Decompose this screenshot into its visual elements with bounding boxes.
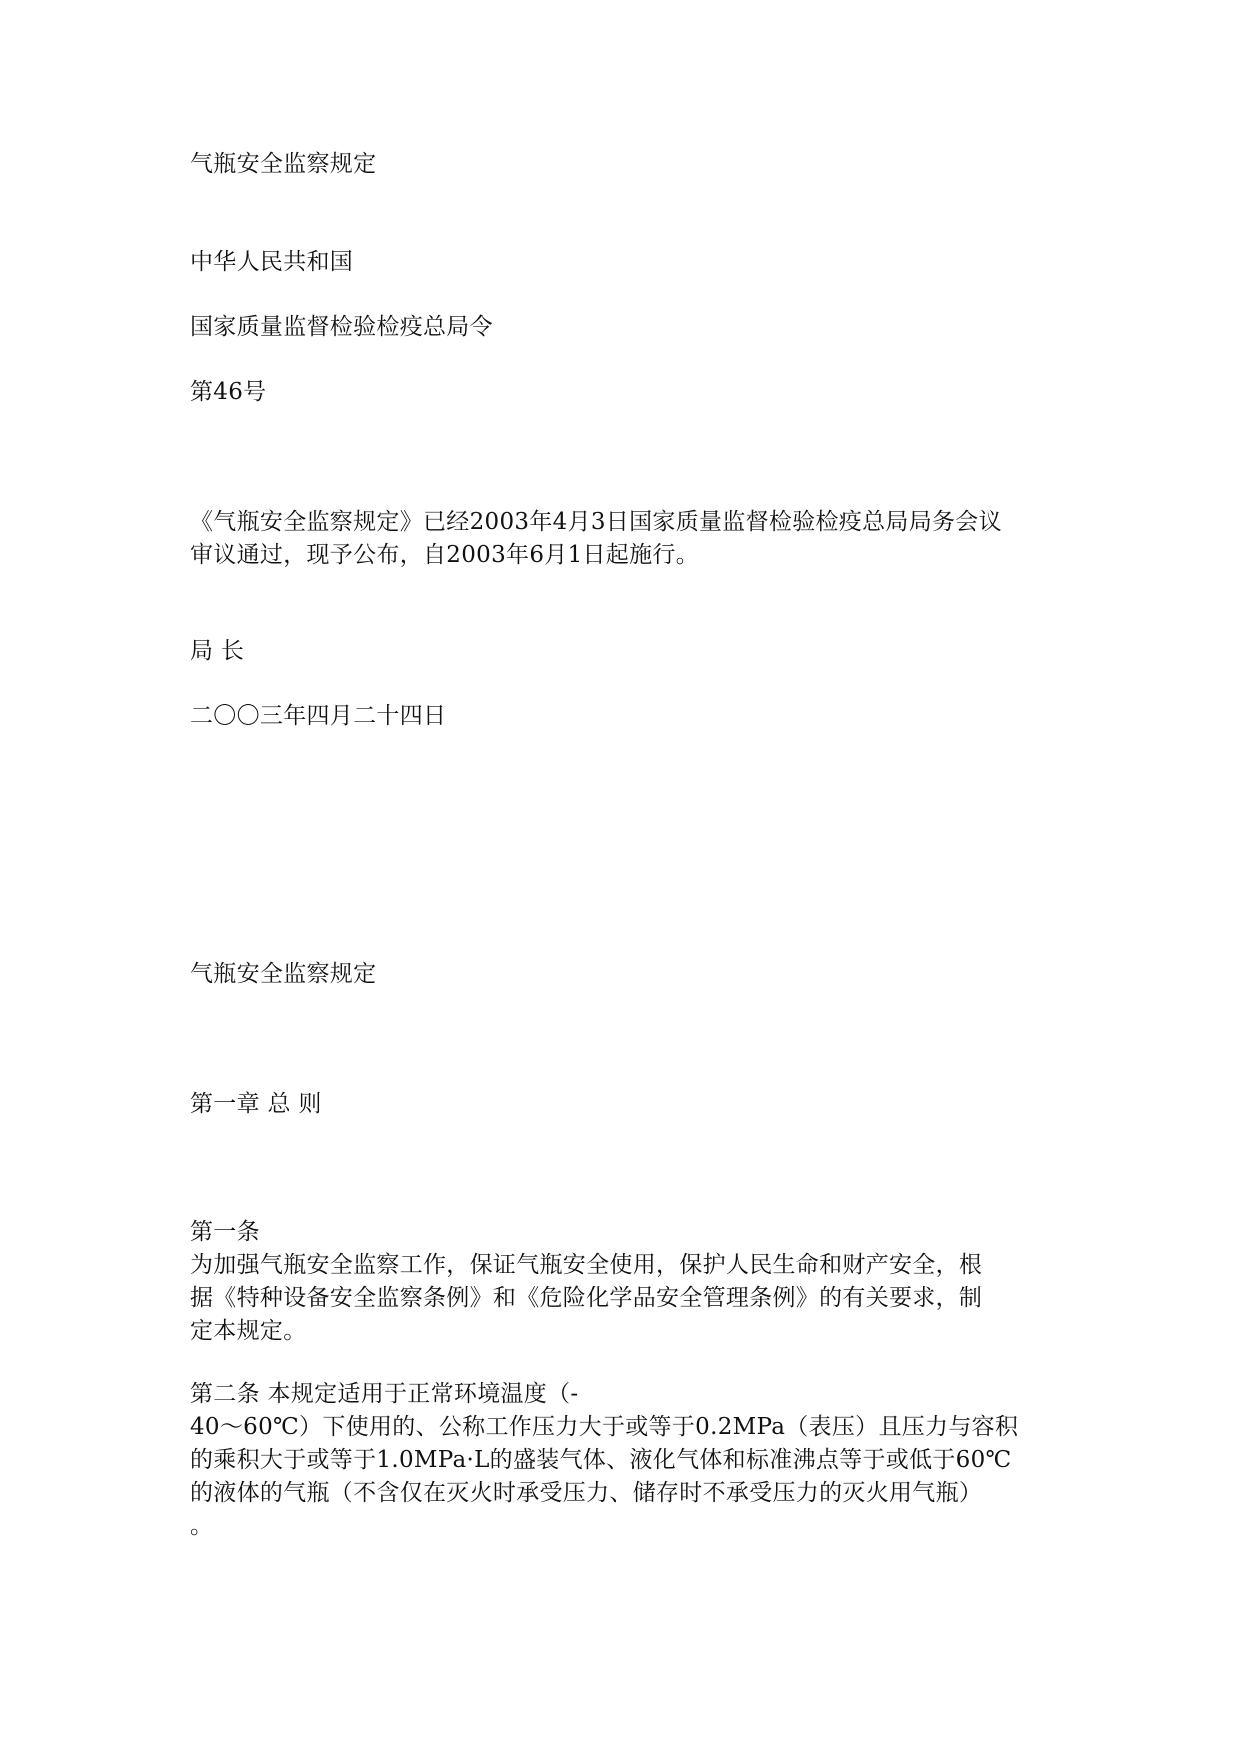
sign-date: 二〇〇三年四月二十四日 [190,703,447,729]
article-text-line: 的乘积大于或等于1.0MPa·L的盛装气体、液化气体和标准沸点等于或低于60℃ [190,1447,1012,1473]
signatory-title: 局 长 [190,638,245,664]
announcement-line: 《气瓶安全监察规定》已经2003年4月3日国家质量监督检验检疫总局局务会议 [190,509,1002,535]
announcement-line: 审议通过，现予公布，自2003年6月1日起施行。 [190,542,699,568]
chapter-heading: 第一章 总 则 [190,1091,322,1117]
body-title: 气瓶安全监察规定 [190,961,377,987]
issuer-agency: 国家质量监督检验检疫总局令 [190,314,493,340]
article-text-line: 40～60℃）下使用的、公称工作压力大于或等于0.2MPa（表压）且压力与容积 [190,1414,1019,1440]
document-title: 气瓶安全监察规定 [190,151,377,177]
article-text-line: 。 [190,1513,214,1539]
article-heading: 第一条 [190,1219,260,1245]
order-number: 第46号 [190,379,267,405]
article-text-line: 的液体的气瓶（不含仅在灭火时承受压力、储存时不承受压力的灭火用气瓶） [190,1480,983,1506]
article-text-line: 据《特种设备安全监察条例》和《危险化学品安全管理条例》的有关要求，制 [190,1285,983,1311]
article-text-line: 第二条 本规定适用于正常环境温度（- [190,1381,579,1407]
article-text-line: 为加强气瓶安全监察工作，保证气瓶安全使用，保护人民生命和财产安全，根 [190,1252,983,1278]
issuer-country: 中华人民共和国 [190,249,354,275]
article-text-line: 定本规定。 [190,1318,307,1344]
